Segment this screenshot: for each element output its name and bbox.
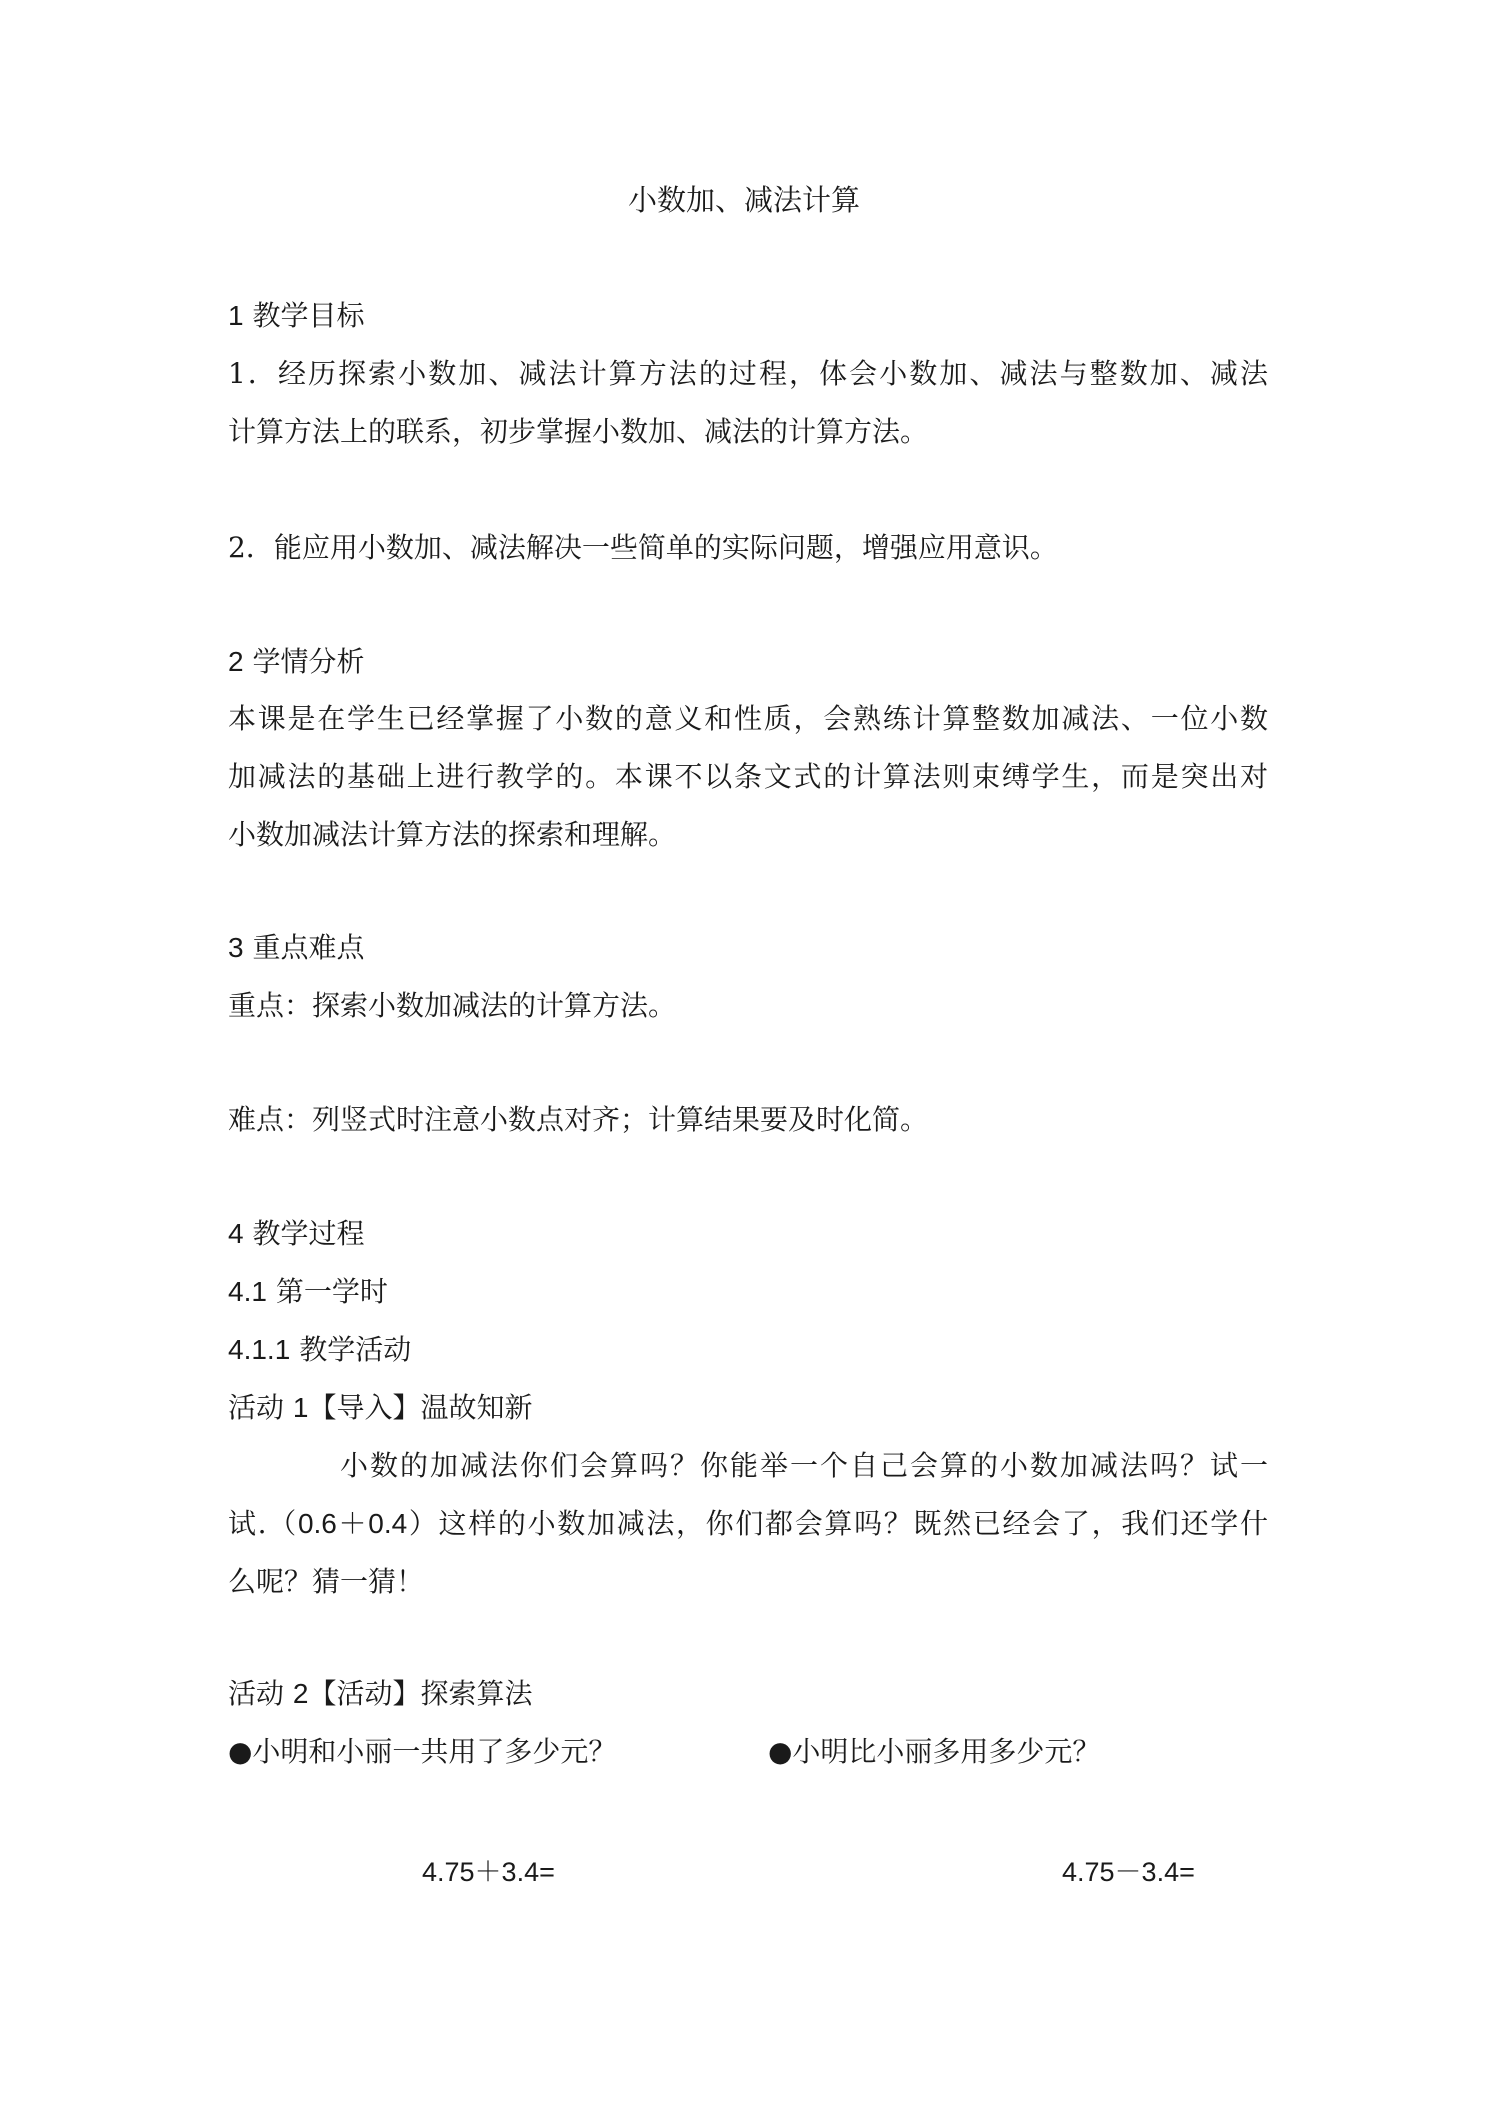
question-1: ●小明和小丽一共用了多少元？: [228, 1735, 617, 1768]
activity-1-line-3: 么呢？猜一猜！: [228, 1565, 425, 1598]
subsection-heading-lesson: [228, 1272, 388, 1312]
section-number: 3: [228, 932, 244, 963]
activity-1-expression: 0.6＋0.4: [297, 1508, 408, 1539]
goal-2-number: 2．: [228, 531, 274, 564]
analysis-line-2: 加减法的基础上进行教学的。本课不以条文式的计算法则束缚学生，而是突出对: [228, 760, 1268, 793]
activity-1-heading: [228, 1388, 533, 1428]
section-heading-process: [228, 1214, 365, 1254]
subsection-heading-activities: [228, 1330, 411, 1370]
section-heading-goals: [228, 296, 365, 336]
subsection-title: 教学活动: [299, 1333, 412, 1366]
analysis-line-3: 小数加减法计算方法的探索和理解。: [228, 818, 677, 851]
activity-title: 【活动】探索算法: [308, 1677, 533, 1710]
goal-1-text-1: 经历探索小数加、减法计算方法的过程，体会小数加、减法与整数加、减法: [277, 357, 1268, 390]
subsection-number: 4.1.1: [228, 1334, 291, 1365]
activity-1-paragraph: [228, 1437, 1268, 1611]
activity-title: 【导入】温故知新: [308, 1391, 533, 1424]
subsection-number: 4.1: [228, 1276, 267, 1307]
section-heading-key-points: [228, 928, 365, 968]
equation-addition: 4.75＋3.4=: [422, 1857, 555, 1887]
goal-1-paragraph: [228, 345, 1268, 461]
analysis-paragraph: [228, 690, 1268, 864]
section-heading-analysis: [228, 642, 365, 682]
question-2: ●小明比小丽多用多少元？: [768, 1735, 1101, 1768]
section-title: 重点难点: [252, 931, 365, 964]
section-number: 2: [228, 646, 244, 677]
goal-1-line-2: 计算方法上的联系，初步掌握小数加、减法的计算方法。: [228, 415, 929, 448]
activity-number: 2: [292, 1678, 309, 1709]
activity-label: 活动: [228, 1677, 285, 1710]
activity-1-line-1: 小数的加减法你们会算吗？你能举一个自己会算的小数加减法吗？试一: [340, 1449, 1268, 1482]
goal-2-paragraph: [228, 528, 1058, 568]
activity-1-line-2-end: ）这样的小数加减法，你们都会算吗？既然已经会了，我们还学什: [407, 1507, 1268, 1540]
activity-number: 1: [292, 1392, 309, 1423]
section-number: 4: [228, 1218, 244, 1249]
activity-1-line-2: [228, 1495, 1268, 1553]
key-point-text: 重点：探索小数加减法的计算方法。: [228, 989, 677, 1022]
analysis-line-1: 本课是在学生已经掌握了小数的意义和性质，会熟练计算整数加减法、一位小数: [228, 702, 1268, 735]
subsection-title: 第一学时: [275, 1275, 388, 1308]
goal-2-text: 能应用小数加、减法解决一些简单的实际问题，增强应用意识。: [273, 531, 1058, 564]
equation-subtraction: 4.75－3.4=: [1062, 1857, 1195, 1887]
section-title: 教学过程: [252, 1217, 365, 1250]
section-number: 1: [228, 300, 244, 331]
section-title: 学情分析: [252, 645, 365, 678]
activity-label: 活动: [228, 1391, 285, 1424]
activity-1-line-2-start: 试.（: [228, 1507, 298, 1540]
page-title: 小数加、减法计算: [627, 183, 860, 217]
goal-1-number: 1．: [228, 357, 278, 390]
section-title: 教学目标: [252, 299, 365, 332]
difficulty-text: 难点：列竖式时注意小数点对齐；计算结果要及时化简。: [228, 1103, 929, 1136]
goal-1-line-1: [228, 345, 1268, 403]
activity-2-heading: [228, 1674, 533, 1714]
